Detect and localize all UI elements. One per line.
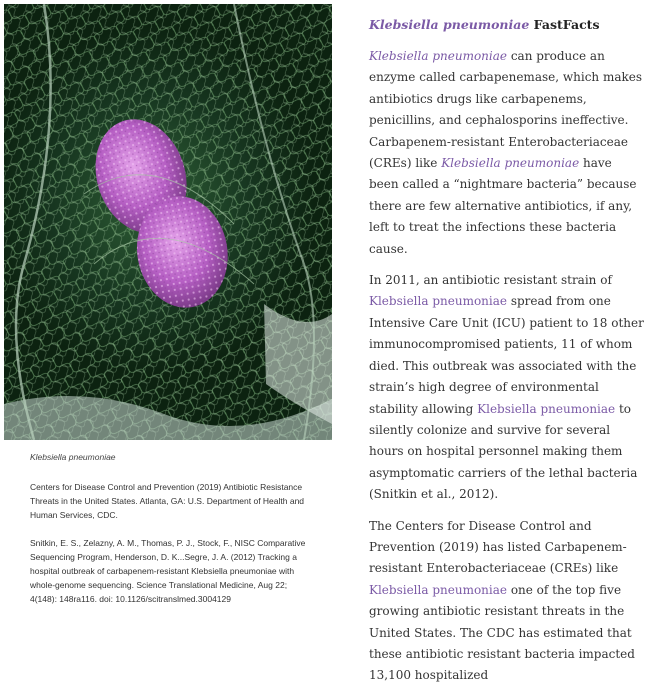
figure-column	[4, 4, 332, 606]
paragraph-1-text: can produce an enzyme called carbapenemase, which makes antibiotics drugs like carbapenems, penicillins, and cephalosporins ineffective. Carbapenem-resistant Enterobacteriaceae (CREs) like	[369, 49, 643, 171]
paragraph-3-text: The Centers for Disease Control and Prevention (2019) has listed Carbapenem-resistant Enterobacteriaceae (CREs) like	[369, 518, 627, 576]
species-highlight: Klebsiella pneumoniae	[369, 294, 507, 309]
title-rest: FastFacts	[529, 17, 600, 32]
paragraph-2-text: In 2011, an antibiotic resistant strain of	[369, 273, 612, 288]
reference-cdc: Centers for Disease Control and Prevention (2019) Antibiotic Resistance Threats in the United States. Atlanta, GA: U.S. Department of Health and Human Services, CDC.	[30, 482, 305, 520]
paragraph-3	[369, 516, 645, 687]
article-title	[369, 17, 645, 32]
reference-snitkin: Snitkin, E. S., Zelazny, A. M., Thomas, P. J., Stock, F., NISC Comparative Sequencing Program, Henderson, D. K...Segre, J. A. (2012) Tracking a hospital outbreak of carbapenem-resistant Klebsiella pneumoniae with whole-genome sequencing. Science Translational Medicine, Aug 22; 4(148): 148ra116. doi: 10.1126/scitranslmed.3004129	[30, 538, 306, 604]
paragraph-1	[369, 46, 645, 260]
species-highlight: Klebsiella pneumoniae	[369, 49, 507, 63]
micrograph-illustration	[4, 4, 332, 440]
paragraph-1-text: have been called a “nightmare bacteria” because there are few alternative antibiotics, if any, left to treat the infections these bacteria cause.	[369, 156, 637, 256]
paragraph-3-text: one of the top five growing antibiotic resistant threats in the United States. The CDC has estimated that these antibiotic resistant bacteria impacted 13,100 hospitalized	[369, 582, 635, 683]
paragraph-2-text: spread from one Intensive Care Unit (ICU) patient to 18 other immunocompromised patients, 11 of whom died. This outbreak was associated with the strain’s high degree of environmental stability allowing	[369, 294, 644, 416]
paragraph-2	[369, 270, 645, 505]
figure-caption: Klebsiella pneumoniae	[30, 452, 116, 462]
bacteria-micrograph	[4, 4, 332, 440]
species-highlight: Klebsiella pneumoniae	[369, 582, 507, 597]
article-column	[369, 17, 645, 697]
species-highlight: Klebsiella pneumoniae	[441, 156, 580, 171]
title-highlight: Klebsiella pneumoniae	[369, 17, 530, 32]
paragraph-2-text: to silently colonize and survive for several hours on hospital personnel making them asymptomatic carriers of the lethal bacteria (Snitkin et al., 2012).	[369, 401, 638, 502]
species-highlight: Klebsiella pneumoniae	[477, 401, 616, 416]
